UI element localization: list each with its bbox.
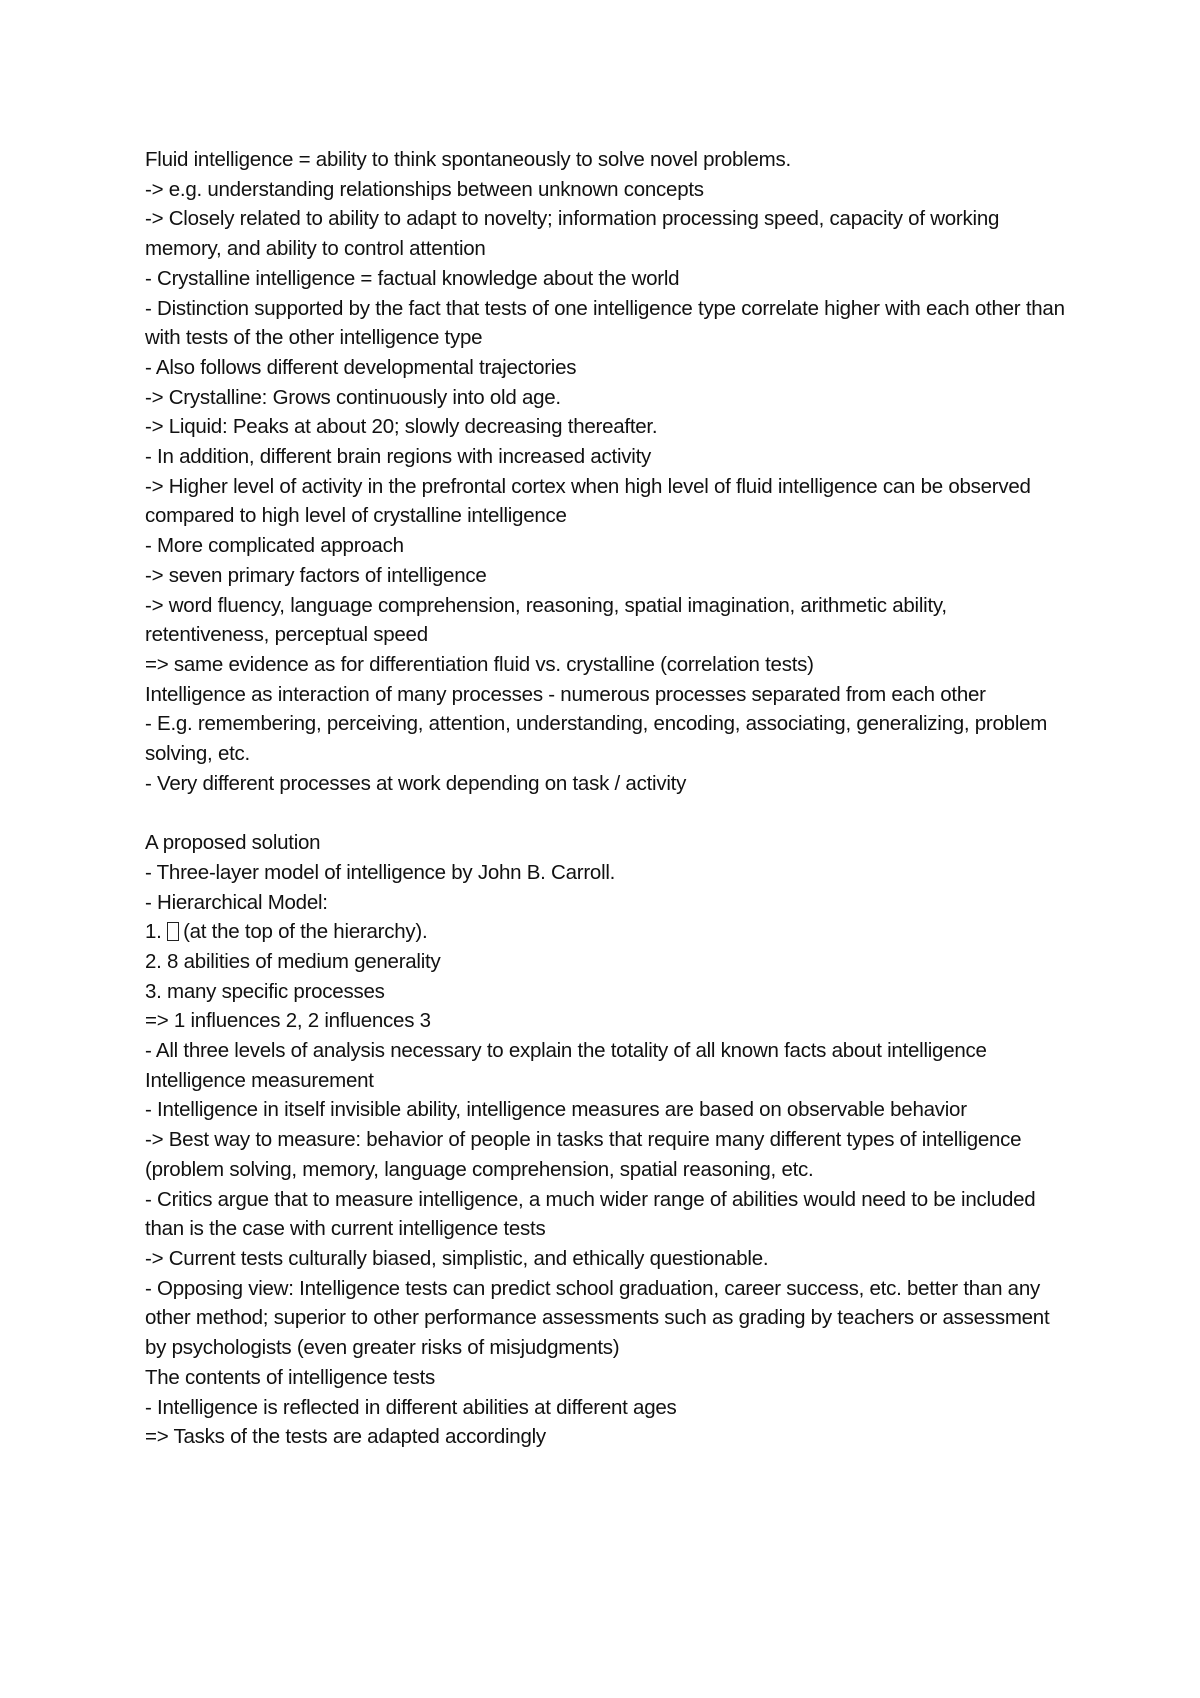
text-line: => Tasks of the tests are adapted accordingly	[145, 1425, 546, 1449]
text-line: - Intelligence in itself invisible ability, intelligence measures are based on observable behavior	[145, 1098, 967, 1122]
blank-line	[145, 798, 1075, 828]
missing-glyph-icon	[167, 922, 179, 941]
text-line: => 1 influences 2, 2 influences 3	[145, 1009, 431, 1033]
text-line: Fluid intelligence = ability to think spontaneously to solve novel problems.	[145, 148, 791, 171]
section-heading: The contents of intelligence tests	[145, 1365, 436, 1389]
section-heading: A proposed solution	[145, 831, 321, 855]
text-line: 2. 8 abilities of medium generality	[145, 949, 441, 973]
text-line: - Distinction supported by the fact that tests of one intelligence type correlate higher with each other than with tests of the other intelligence type	[145, 296, 1071, 350]
text-line: - Also follows different developmental trajectories	[145, 355, 577, 379]
hierarchy-item-1	[145, 917, 1075, 947]
text-line: - Three-layer model of intelligence by John B. Carroll.	[145, 860, 616, 884]
text-line: -> Current tests culturally biased, simplistic, and ethically questionable.	[145, 1247, 769, 1270]
text-line: -> Crystalline: Grows continuously into old age.	[145, 385, 561, 409]
text-line: - More complicated approach	[145, 534, 404, 558]
text-line: - In addition, different brain regions with increased activity	[145, 445, 652, 469]
text-line: -> Closely related to ability to adapt to novelty; information processing speed, capacity of working memory, and ability to control attention	[145, 207, 1005, 261]
text-line: -> e.g. understanding relationships between unknown concepts	[145, 177, 704, 201]
text-line: -> Liquid: Peaks at about 20; slowly decreasing thereafter.	[145, 415, 658, 439]
text-line: - Crystalline intelligence = factual knowledge about the world	[145, 266, 680, 290]
text-line: - Very different processes at work depending on task / activity	[145, 771, 687, 795]
document-body	[145, 145, 1075, 1452]
text-line: => same evidence as for differentiation fluid vs. crystalline (correlation tests)	[145, 652, 814, 676]
text-line: - Critics argue that to measure intelligence, a much wider range of abilities would need to be included than is the case with current intelligence tests	[145, 1187, 1041, 1241]
text-line: - Intelligence is reflected in different abilities at different ages	[145, 1395, 677, 1419]
hierarchy-item-number: 1.	[145, 920, 162, 944]
text-line: - Opposing view: Intelligence tests can predict school graduation, career success, etc. better than any other method; superior to other performance assessments such as grading by teachers or assessment by psychologists (even greater risks of misjudgments)	[145, 1276, 1055, 1360]
text-line: -> Best way to measure: behavior of people in tasks that require many different types of intelligence (problem solving, memory, language comprehension, spatial reasoning, etc.	[145, 1128, 1027, 1181]
text-line: -> Higher level of activity in the prefrontal cortex when high level of fluid intelligence can be observed compared to high level of crystalline intelligence	[145, 474, 1037, 528]
text-line: -> word fluency, language comprehension, reasoning, spatial imagination, arithmetic ability, retentiveness, perceptual speed	[145, 593, 953, 647]
section-heading: Intelligence measurement	[145, 1068, 374, 1092]
text-line: Intelligence as interaction of many processes - numerous processes separated from each other	[145, 682, 986, 706]
text-line: -> seven primary factors of intelligence	[145, 563, 487, 587]
text-line: - All three levels of analysis necessary to explain the totality of all known facts about intelligence	[145, 1039, 987, 1063]
text-line: 3. many specific processes	[145, 979, 385, 1003]
text-line: - E.g. remembering, perceiving, attention, understanding, encoding, associating, generalizing, problem solving, etc.	[145, 712, 1053, 766]
hierarchy-item-text: (at the top of the hierarchy).	[183, 920, 428, 944]
text-line: - Hierarchical Model:	[145, 890, 328, 914]
